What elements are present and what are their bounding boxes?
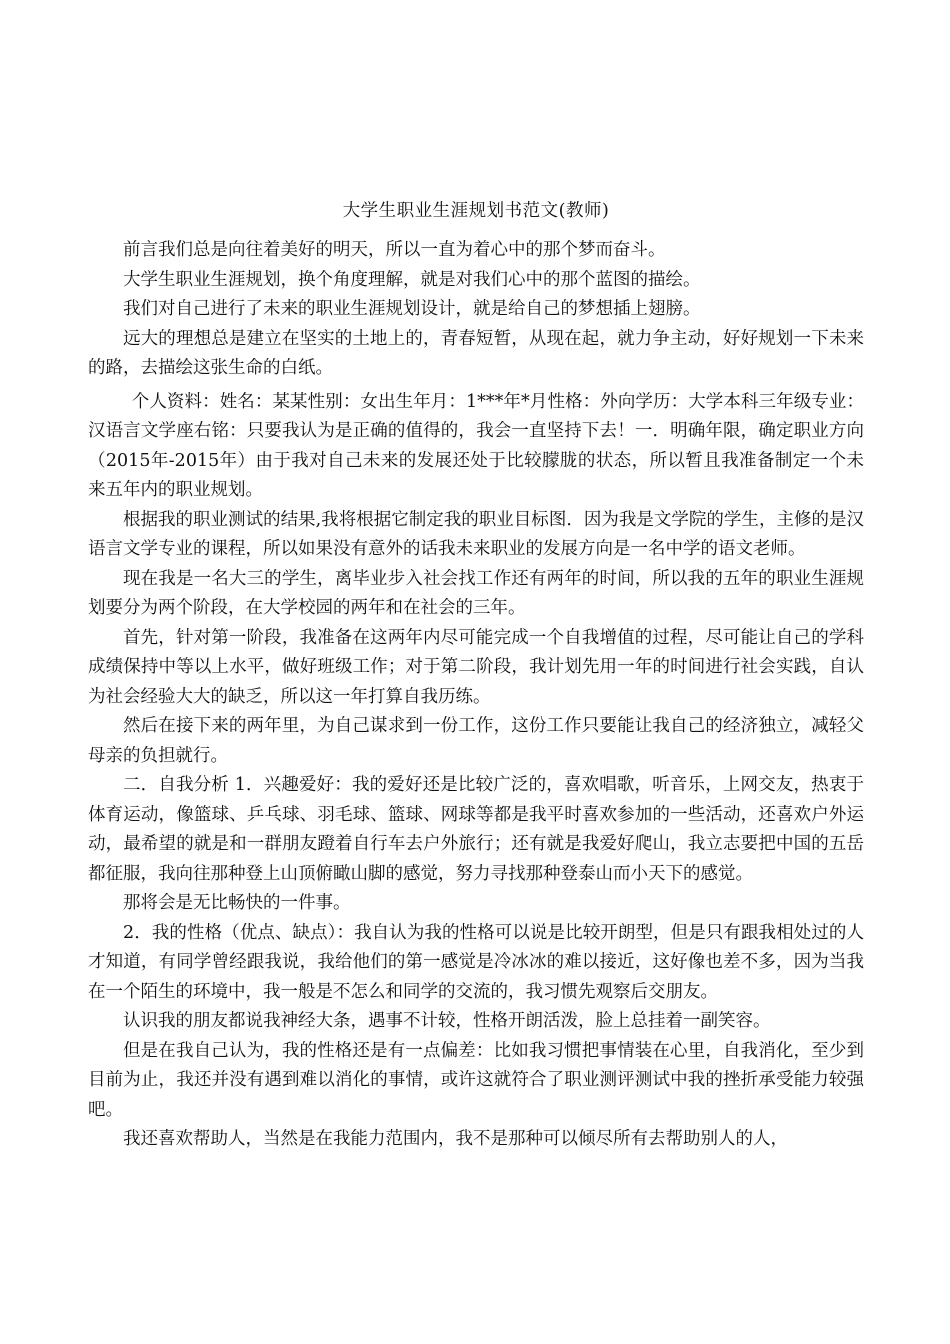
paragraph-self-analysis: 二．自我分析 1．兴趣爱好：我的爱好还是比较广泛的，喜欢唱歌，听音乐，上网交友，热衷于体育运动，像篮球、乒乓球、羽毛球、篮球、网球等都是我平时喜欢参加的一些活动，还喜欢户外运动，最希望的就是和一群朋友蹬着自行车去户外旅行；还有就是我爱好爬山，我立志要把中国的五岳都征服，我向往那种登上山顶俯瞰山脚的感觉，努力寻找那种登泰山而小天下的感觉。 [88,775,864,884]
paragraph: 现在我是一名大三的学生，离毕业步入社会找工作还有两年的时间，所以我的五年的职业生涯规划要分为两个阶段，在大学校园的两年和在社会的三年。 [88,568,864,618]
paragraph: 远大的理想总是建立在坚实的土地上的，青春短暂，从现在起，就力争主动，好好规划一下未来的路，去描绘这张生命的白纸。 [88,328,864,378]
document-body [88,196,864,1155]
paragraph: 根据我的职业测试的结果,我将根据它制定我的职业目标图．因为我是文学院的学生，主修的是汉语言文学专业的课程，所以如果没有意外的话我未来职业的发展方向是一名中学的语文老师。 [88,509,864,559]
paragraph: 我们对自己进行了未来的职业生涯规划设计，就是给自己的梦想插上翅膀。 [123,299,701,319]
paragraph: 大学生职业生涯规划，换个角度理解，就是对我们心中的那个蓝图的描绘。 [123,269,701,290]
paragraph-preface: 前言我们总是向往着美好的明天，所以一直为着心中的那个梦而奋斗。 [123,240,666,260]
paragraph: 首先，针对第一阶段，我准备在这两年内尽可能完成一个自我增值的过程，尽可能让自己的学科成绩保持中等以上水平，做好班级工作；对于第二阶段，我计划先用一年的时间进行社会实践，自认为社会经验大大的缺乏，所以这一年打算自我历练。 [88,627,864,707]
paragraph-personality: 2．我的性格（优点、缺点）：我自认为我的性格可以说是比较开朗型，但是只有跟我相处过的人才知道，有同学曾经跟我说，我给他们的第一感觉是冷冰冰的难以接近，这好像也差不多，因为当我在一个陌生的环境中，我一般是不怎么和同学的交流的，我习惯先观察后交朋友。 [88,922,864,1002]
paragraph: 但是在我自己认为，我的性格还是有一点偏差：比如我习惯把事情装在心里，自我消化，至少到目前为止，我还并没有遇到难以消化的事情，或许这就符合了职业测评测试中我的挫折承受能力较强吧。 [88,1040,864,1120]
paragraph: 然后在接下来的两年里，为自己谋求到一份工作，这份工作只要能让我自己的经济独立，减轻父母亲的负担就行。 [88,716,864,766]
paragraph: 认识我的朋友都说我神经大条，遇事不计较，性格开朗活泼，脸上总挂着一副笑容。 [123,1011,771,1031]
paragraph-personal-profile: 个人资料：姓名：某某性别：女出生年月：1***年*月性格：外向学历：大学本科三年级专业：汉语言文学座右铭：只要我认为是正确的值得的，我会一直坚持下去！一．明确年限，确定职业方向（2015年-2015年）由于我对自己未来的发展还处于比较朦胧的状态，所以暂且我准备制定一个未来五年内的职业规划。 [88,391,864,500]
paragraph: 我还喜欢帮助人，当然是在我能力范围内，我不是那种可以倾尽所有去帮助别人的人， [123,1129,788,1149]
paragraph: 那将会是无比畅快的一件事。 [123,893,351,913]
document-title: 大学生职业生涯规划书范文(教师) [342,201,610,221]
